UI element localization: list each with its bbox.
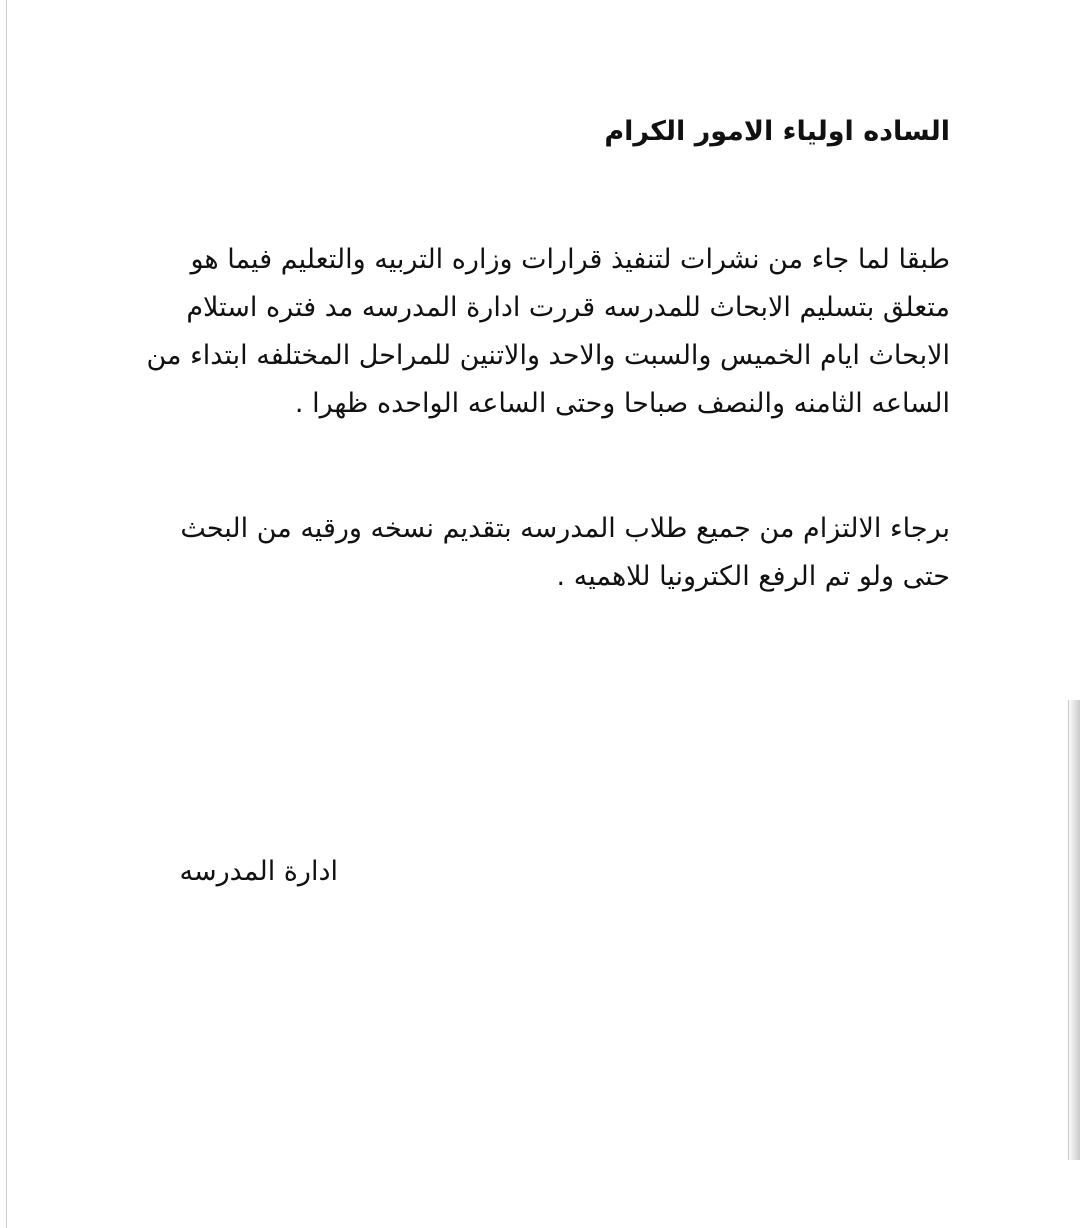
- paragraph-1-line: الابحاث ايام الخميس والسبت والاحد والاتنين للمراحل المختلفه ابتداء من: [146, 340, 950, 371]
- paragraph-1-line: متعلق بتسليم الابحاث للمدرسه قررت ادارة المدرسه مد فتره استلام: [186, 292, 950, 323]
- paragraph-1-line: طبقا لما جاء من نشرات لتنفيذ قرارات وزاره التربيه والتعليم فيما هو: [190, 244, 950, 275]
- paragraph-1-line: الساعه الثامنه والنصف صباحا وحتى الساعه الواحده ظهرا .: [294, 388, 950, 419]
- page-right-edge-line: [1068, 700, 1069, 1160]
- page-left-edge: [6, 0, 7, 1228]
- paragraph-2-line: حتى ولو تم الرفع الكترونيا للاهميه .: [556, 561, 950, 592]
- letter-salutation: الساده اولياء الامور الكرام: [604, 116, 950, 147]
- page-right-shadow: [1068, 700, 1080, 1160]
- paragraph-2-line: برجاء الالتزام من جميع طلاب المدرسه بتقديم نسخه ورقيه من البحث: [180, 513, 950, 544]
- letter-signature: ادارة المدرسه: [179, 856, 338, 887]
- letter-paragraph-1: [146, 236, 950, 428]
- letter-paragraph-2: [150, 505, 950, 601]
